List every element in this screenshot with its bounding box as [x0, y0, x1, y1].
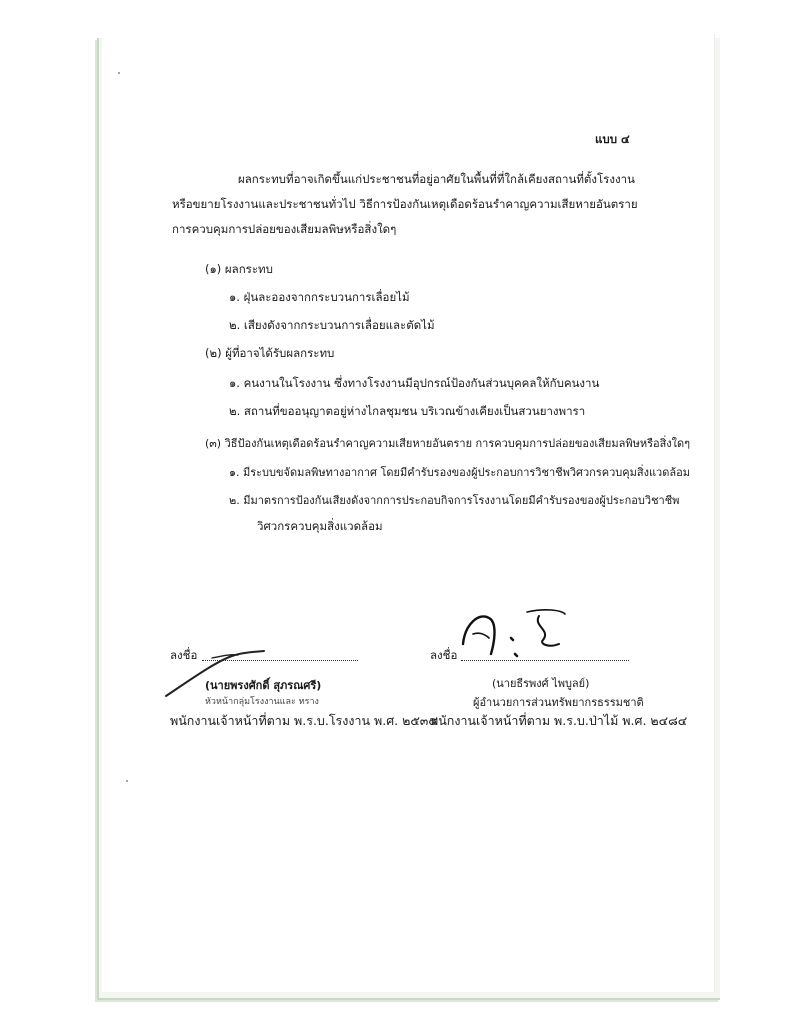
- section-3-item-2: ๒. มีมาตรการป้องกันเสียงดังจากการประกอบกิจการโรงงานโดยมีคำรับรองของผู้ประกอบวิชาชีพ: [229, 494, 680, 507]
- section-3-item-1: ๑. มีระบบขจัดมลพิษทางอากาศ โดยมีคำรับรองของผู้ประกอบการวิชาชีพวิศวกรควบคุมสิ่งแวดล้อม: [229, 466, 690, 479]
- section-3-heading: (๓) วิธีป้องกันเหตุเดือดร้อนรำคาญความเสียหายอันตราย การควบคุมการปล่อยของเสียมลพิษหรือสิ่งใดๆ: [205, 437, 691, 450]
- section-2-heading: (๒) ผู้ที่อาจได้รับผลกระทบ: [205, 346, 335, 360]
- left-signer-title: หัวหน้ากลุ่มโรงงานและ ทราง: [205, 697, 319, 707]
- intro-line-3: การควบคุมการปล่อยของเสียมลพิษหรือสิ่งใดๆ: [172, 222, 397, 236]
- right-signer-title: ผู้อำนวยการส่วนทรัพยากรธรรมชาติ: [473, 696, 644, 709]
- left-signer-name: (นายพรงศักดิ์ สุภรณศรี): [205, 679, 322, 692]
- section-3-item-2-continuation: วิศวกรควบคุมสิ่งแวดล้อม: [257, 519, 383, 533]
- form-label: แบบ ๔: [595, 132, 630, 146]
- section-2-item-1: ๑. คนงานในโรงงาน ซึ่งทางโรงงานมีอุปกรณ์ป้องกันส่วนบุคคลให้กับคนงาน: [229, 376, 600, 390]
- section-2-item-2: ๒. สถานที่ขออนุญาตอยู่ห่างไกลชุมชน บริเวณข้างเคียงเป็นสวนยางพารา: [229, 404, 586, 418]
- right-signer-name: (นายธีรพงศ์ ไพบูลย์): [492, 677, 590, 690]
- section-1-item-1: ๑. ฝุ่นละอองจากกระบวนการเลื่อยไม้: [229, 290, 410, 304]
- right-sign-label: ลงชื่อ: [430, 648, 458, 662]
- intro-line-1: ผลกระทบที่อาจเกิดขึ้นแก่ประชาชนที่อยู่อาศัยในพื้นที่ที่ใกล้เคียงสถานที่ตั้งโรงงาน: [238, 172, 635, 186]
- scan-speck: [118, 72, 120, 74]
- right-signer-role: พนักงานเจ้าหน้าที่ตาม พ.ร.บ.ป่าไม้ พ.ศ. ๒๔๘๔: [430, 713, 688, 728]
- intro-line-2: หรือขยายโรงงานและประชาชนทั่วไป วิธีการป้องกันเหตุเดือดร้อนรำคาญความเสียหายอันตราย: [172, 197, 638, 211]
- left-sign-label: ลงชื่อ: [170, 648, 198, 662]
- left-signer-role: พนักงานเจ้าหน้าที่ตาม พ.ร.บ.โรงงาน พ.ศ. ๒๕๓๕: [170, 713, 438, 728]
- scan-speck: [126, 780, 128, 782]
- section-1-item-2: ๒. เสียงดังจากกระบวนการเลื่อยและตัดไม้: [229, 318, 435, 332]
- right-signature: [455, 604, 580, 666]
- section-1-heading: (๑) ผลกระทบ: [205, 262, 273, 276]
